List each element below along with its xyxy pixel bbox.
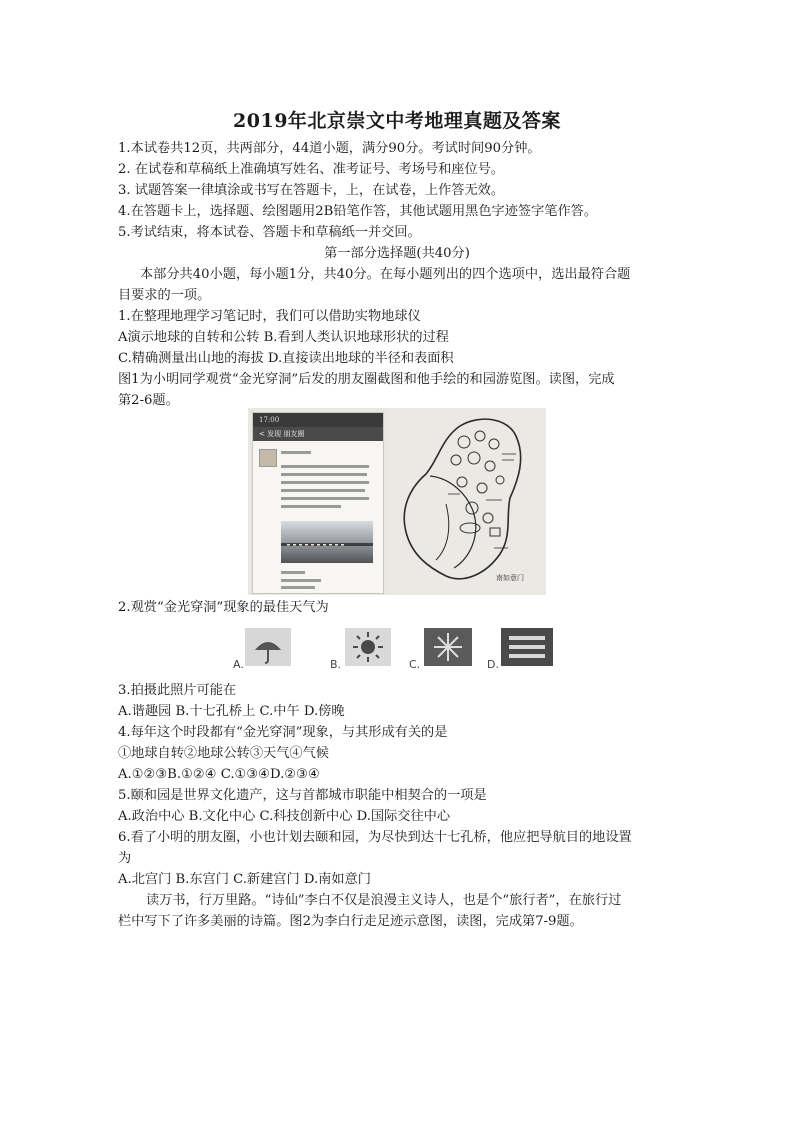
passage-line1: 读万书，行万里路。“诗仙”李白不仅是浪漫主义诗人，也是个“旅行者”，在旅行过 — [146, 893, 622, 908]
option-d-label: D. — [487, 658, 499, 671]
part1-heading: 第一部分选择题(共40分) — [324, 246, 470, 261]
question-5-options: A.政治中心 B.文化中心 C.科技创新中心 D.国际交往中心 — [118, 809, 451, 824]
phone-status-bar: 17:00 — [253, 413, 383, 427]
instruction-5: 5.考试结束，将本试卷、答题卡和草稿纸一并交回。 — [118, 225, 421, 240]
umbrella-rain-icon — [245, 628, 291, 666]
sun-icon — [345, 628, 391, 666]
instruction-2: 2. 在试卷和草稿纸上准确填写姓名、准考证号、考场号和座位号。 — [118, 162, 505, 177]
part1-description-line1: 本部分共40小题，每小题1分，共40分。在每小题列出的四个选项中，选出最符合题 — [140, 267, 631, 282]
option-c-label: C. — [409, 658, 421, 671]
part1-description-line2: 目要求的一项。 — [118, 288, 211, 303]
question-5-stem: 5.颐和园是世界文化遗产，这与首都城市职能中相契合的一项是 — [118, 788, 487, 803]
instruction-3: 3. 试题答案一律填涂或书写在答题卡，上，在试卷，上作答无效。 — [118, 183, 505, 198]
question-4-options: A.①②③B.①②④ C.①③④D.②③④ — [118, 767, 320, 782]
option-a-label: A. — [233, 658, 244, 671]
question-1-stem: 1.在整理地理学习笔记时，我们可以借助实物地球仪 — [118, 309, 421, 324]
figure-1-photo — [248, 408, 546, 595]
question-3-options: A.谐趣园 B.十七孔桥上 C.中午 D.傍晚 — [118, 704, 345, 719]
option-b-label: B. — [330, 658, 342, 671]
page-title: 2019年北京崇文中考地理真题及答案 — [233, 110, 561, 132]
passage-line2: 栏中写下了许多美丽的诗篇。图2为李白行走足迹示意图，读图，完成第7-9题。 — [118, 914, 583, 929]
bridge-sunset-photo — [281, 521, 373, 563]
figure-1-intro-line2: 第2-6题。 — [118, 393, 179, 408]
question-1-options-cd: C.精确测量出山地的海拔 D.直接读出地球的半径和表面积 — [118, 351, 454, 366]
question-6-options: A.北宫门 B.东宫门 C.新建宫门 D.南如意门 — [118, 872, 371, 887]
figure-1-intro-line1: 图1为小明同学观赏“金光穿洞”后发的朋友圈截图和他手绘的和园游览图。读图，完成 — [118, 372, 615, 387]
question-4-items: ①地球自转②地球公转③天气④气候 — [118, 746, 329, 761]
question-6-stem-line1: 6.看了小明的朋友圈，小也计划去颐和园，为尽快到达十七孔桥，他应把导航目的地设置 — [118, 830, 632, 845]
instruction-1: 1.本试卷共12页，共两部分，44道小题，满分90分。考试时间90分钟。 — [118, 141, 541, 156]
question-1-options-ab: A演示地球的自转和公转 B.看到人类认识地球形状的过程 — [118, 330, 449, 345]
question-3-stem: 3.拍摄此照片可能在 — [118, 683, 237, 698]
instruction-4: 4.在答题卡上，选择题、绘图题用2B铅笔作答，其他试题用黑色字迹签字笔作答。 — [118, 204, 598, 219]
summer-palace-hand-drawn-map — [390, 408, 546, 595]
map-label-nanruyi-gate: 南如意门 — [496, 574, 524, 582]
wechat-moments-screenshot — [252, 412, 384, 594]
phone-header: < 发现 朋友圈 — [253, 427, 383, 441]
question-2-stem: 2.观赏“金光穿洞”现象的最佳天气为 — [118, 600, 329, 615]
snowflake-icon — [424, 628, 472, 666]
question-6-stem-line2: 为 — [118, 851, 132, 866]
avatar — [259, 449, 277, 467]
fog-icon — [501, 628, 553, 666]
question-4-stem: 4.每年这个时段都有“金光穿洞”现象，与其形成有关的是 — [118, 725, 448, 740]
